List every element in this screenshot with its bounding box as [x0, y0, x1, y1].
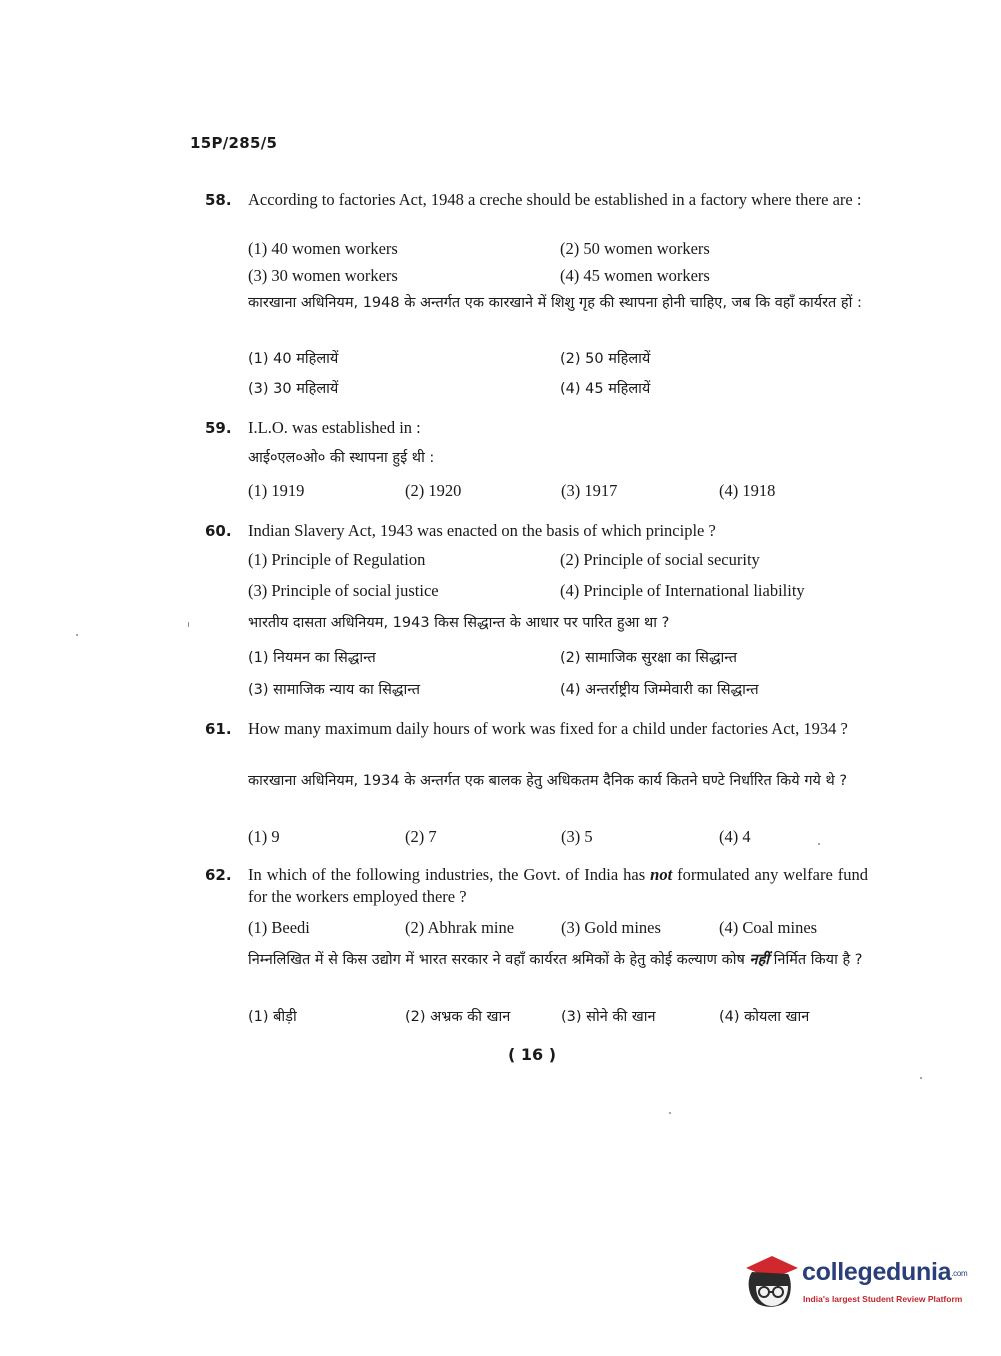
option-3-en: (3) Gold mines — [561, 918, 661, 937]
scan-speck — [920, 1077, 922, 1079]
option-2-hi: (2) 50 महिलायें — [560, 351, 651, 367]
option-3-hi: (3) 30 महिलायें — [248, 381, 339, 397]
option-1-en: (1) Beedi — [248, 918, 310, 937]
question-text-en: I.L.O. was established in : — [248, 418, 421, 437]
option-3-en: (3) Principle of social justice — [248, 581, 439, 600]
option-1-hi: (1) 40 महिलायें — [248, 351, 339, 367]
option-2-hi: (2) सामाजिक सुरक्षा का सिद्धान्त — [560, 650, 738, 666]
option-2-en: (2) Abhrak mine — [405, 918, 515, 937]
question-text-en: Indian Slavery Act, 1943 was enacted on the basis of which principle ? — [248, 521, 716, 540]
question-text-hi: कारखाना अधिनियम, 1948 के अन्तर्गत एक कारखाने में शिशु गृह की स्थापना होनी चाहिए, जब कि वहाँ कार्यरत हों : — [248, 295, 862, 311]
option-2-en: (2) Principle of social security — [560, 550, 760, 569]
paper-code: 15P/285/5 — [190, 134, 278, 152]
scan-speck — [76, 634, 78, 636]
emphasis-nahin: नहीं — [749, 952, 770, 968]
emphasis-not: not — [650, 865, 673, 884]
option-4-hi: (4) 45 महिलायें — [560, 381, 651, 397]
question-number: 58. — [205, 191, 232, 209]
collegedunia-watermark — [742, 1252, 970, 1312]
option-4-hi: (4) अन्तर्राष्ट्रीय जिम्मेवारी का सिद्धान्त — [560, 682, 759, 698]
text-part: In which of the following industries, the Govt. of India has — [248, 865, 651, 884]
question-number: 59. — [205, 419, 232, 437]
option-1-hi: (1) बीड़ी — [248, 1009, 297, 1025]
option-1-hi: (1) नियमन का सिद्धान्त — [248, 650, 376, 666]
option-2: (2) 7 — [405, 827, 437, 846]
scan-speck — [669, 1112, 671, 1114]
question-number: 62. — [205, 866, 232, 884]
option-2: (2) 1920 — [405, 481, 462, 500]
option-4-hi: (4) कोयला खान — [719, 1009, 810, 1025]
scan-speck — [818, 843, 820, 845]
mascot-icon — [742, 1252, 800, 1310]
option-1: (1) 1919 — [248, 481, 305, 500]
page-number: ( 16 ) — [508, 1045, 557, 1064]
option-3-en: (3) 30 women workers — [248, 266, 398, 285]
question-number: 60. — [205, 522, 232, 540]
question-text-en: How many maximum daily hours of work was fixed for a child under factories Act, 1934 ? — [248, 719, 848, 738]
text-part: निर्मित किया है ? — [769, 952, 863, 968]
option-3: (3) 1917 — [561, 481, 618, 500]
text-part: formulated any welfare fund for the workers employed there ? — [248, 865, 868, 906]
text-part: निम्नलिखित में से किस उद्योग में भारत सरकार ने वहाँ कार्यरत श्रमिकों के हेतु कोई कल्याण कोष — [248, 952, 750, 968]
scan-speck — [188, 622, 189, 627]
question-text-hi — [248, 949, 868, 972]
option-2-en: (2) 50 women workers — [560, 239, 710, 258]
option-4-en: (4) Principle of International liability — [560, 581, 805, 600]
option-3: (3) 5 — [561, 827, 593, 846]
option-1-en: (1) 40 women workers — [248, 239, 398, 258]
question-number: 61. — [205, 720, 232, 738]
brand-suffix: .com — [951, 1268, 968, 1278]
option-4: (4) 4 — [719, 827, 751, 846]
option-4-en: (4) 45 women workers — [560, 266, 710, 285]
option-4: (4) 1918 — [719, 481, 776, 500]
question-text-hi: भारतीय दासता अधिनियम, 1943 किस सिद्धान्त के आधार पर पारित हुआ था ? — [248, 615, 670, 631]
option-1: (1) 9 — [248, 827, 280, 846]
question-text-hi: आई०एल०ओ० की स्थापना हुई थी : — [248, 450, 435, 466]
option-3-hi: (3) सोने की खान — [561, 1009, 656, 1025]
brand-tagline: India's largest Student Review Platform — [803, 1294, 963, 1304]
option-4-en: (4) Coal mines — [719, 918, 818, 937]
brand-name-text: collegedunia — [802, 1258, 952, 1286]
option-3-hi: (3) सामाजिक न्याय का सिद्धान्त — [248, 682, 420, 698]
question-text-en: According to factories Act, 1948 a creche should be established in a factory where there are : — [248, 190, 862, 209]
option-2-hi: (2) अभ्रक की खान — [405, 1009, 511, 1025]
brand-name — [802, 1258, 967, 1287]
question-text-hi: कारखाना अधिनियम, 1934 के अन्तर्गत एक बालक हेतु अधिकतम दैनिक कार्य कितने घण्टे निर्धारित किये गये थे ? — [248, 773, 848, 789]
question-text-en — [248, 864, 868, 908]
option-1-en: (1) Principle of Regulation — [248, 550, 426, 569]
